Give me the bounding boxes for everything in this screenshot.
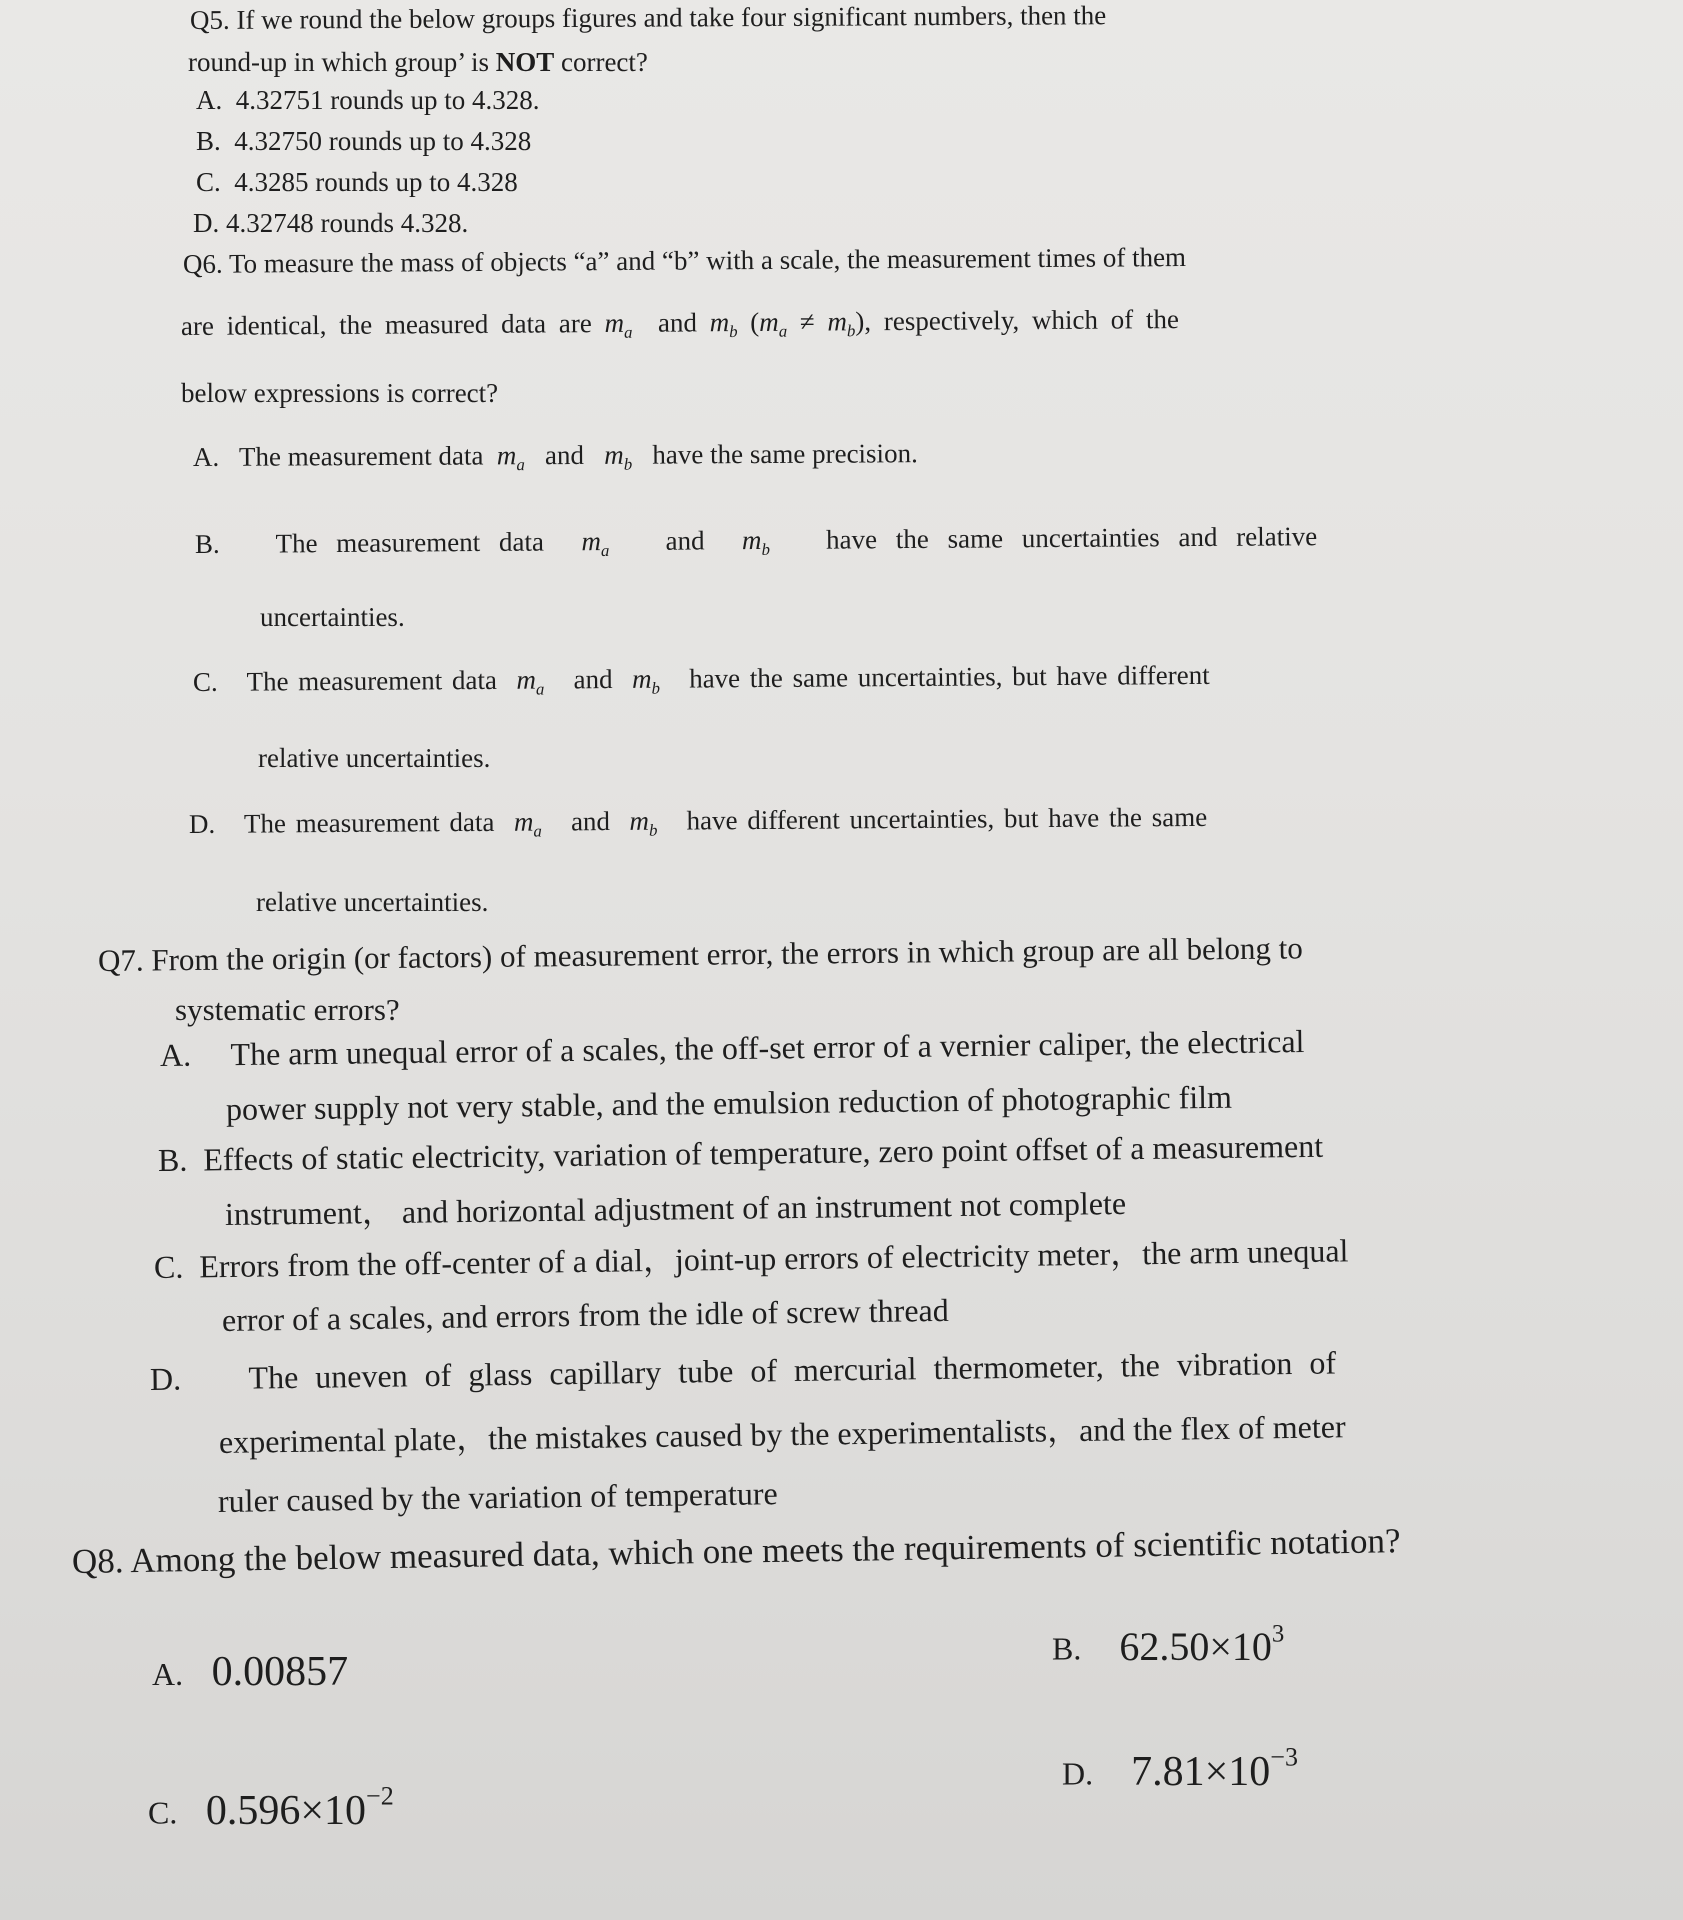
q7-option-d-line3: ruler caused by the variation of temperature (217, 1475, 778, 1519)
q8-option-a (152, 1649, 348, 1695)
q7-option-d (150, 1345, 1336, 1397)
q6-stem-line2: are identical, the measured data are $m_a$ and $m_b$ $(m_a \ne m_b)$, respectively, which of the (180, 304, 1180, 342)
q5-stem-text-2b: correct? (554, 47, 648, 77)
q6-var-mb-2: $m_b$ (827, 306, 856, 341)
q7-stem-text-1: From the origin (or factors) of measurement error, the errors in which group are all belong to (151, 930, 1303, 978)
q5-stem-line2 (188, 48, 648, 78)
q8-option-d-value: $7.81\times 10^{-3}$ (1131, 1742, 1298, 1795)
q8-option-b (1052, 1620, 1284, 1669)
q5-option-b-letter: B. (196, 126, 221, 156)
q5-option-a-letter: A. (196, 85, 223, 115)
q6-option-b-letter: B. (194, 528, 220, 559)
q7-option-a-cont (226, 1080, 1232, 1127)
q6-option-d-cont-text: relative uncertainties. (256, 887, 489, 917)
q7-stem-line2 (175, 993, 400, 1027)
q6-option-a-pre: The measurement data (238, 440, 484, 472)
q7-option-b-letter: B. (157, 1141, 188, 1178)
q6-option-c-mb: $m_b$ (631, 663, 661, 698)
q5-stem-text-2a: round-up in which group’ is (188, 47, 496, 77)
q5-option-c-text: 4.3285 rounds up to 4.328 (234, 167, 518, 197)
q5-option-d (193, 209, 468, 239)
q5-number: Q5. (189, 4, 230, 35)
q7-option-d-line2: experimental plate，the mistakes caused by the experimentalists，and the flex of meter (218, 1408, 1346, 1460)
q6-option-a-ma: $m_a$ (496, 440, 525, 475)
q8-stem (72, 1522, 1401, 1581)
q6-option-b-mb: $m_b$ (741, 525, 771, 559)
q6-option-a-mb: $m_b$ (604, 439, 633, 474)
q7-option-a-letter: A. (159, 1036, 192, 1073)
q6-option-d-ma: $m_a$ (513, 806, 542, 841)
q6-option-a-and: and (544, 439, 585, 471)
q5-option-c-letter: C. (196, 167, 221, 197)
q5-option-d-letter: D. (193, 208, 220, 238)
q6-option-c (193, 661, 1210, 701)
q7-stem-text-2: systematic errors? (175, 992, 400, 1027)
q6-option-a (193, 439, 918, 476)
q6-number: Q6. (182, 248, 223, 279)
q5-option-a (196, 86, 540, 116)
q6-option-c-cont-text: relative uncertainties. (258, 743, 491, 773)
q8-option-c-letter: C. (148, 1794, 178, 1831)
q8-option-d (1062, 1743, 1298, 1795)
q6-option-c-post: have the same uncertainties, but have different (689, 659, 1210, 694)
q7-number: Q7. (97, 942, 144, 978)
q8-option-c-value: $0.596\times 10^{-2}$ (205, 1781, 394, 1834)
q5-stem-line1 (190, 0, 1415, 36)
q8-option-c (148, 1782, 394, 1834)
q7-option-c (154, 1233, 1349, 1285)
q6-stem-line3 (181, 379, 498, 409)
q6-option-a-post: have the same precision. (652, 438, 918, 470)
q6-stem-line1 (183, 243, 1186, 280)
q6-stem-text-2b: ), respectively, which of the (855, 304, 1180, 337)
q7-option-c-letter: C. (153, 1248, 184, 1285)
q5-option-b (196, 127, 531, 157)
q8-stem-text: Among the below measured data, which one meets the requirements of scientific notation? (130, 1521, 1401, 1581)
q6-var-ma: $m_a$ (604, 307, 633, 342)
q6-option-d-letter: D. (188, 808, 216, 839)
q7-option-d-cont2 (218, 1476, 778, 1519)
q7-option-d-letter: D. (149, 1360, 182, 1397)
q6-stem-text-2a: are identical, the measured data are (180, 308, 592, 341)
q7-option-a-line1: The arm unequal error of a scales, the off-set error of a vernier caliper, the electrical (230, 1023, 1305, 1073)
q8-option-a-value: 0.00857 (211, 1649, 349, 1695)
q7-stem-line1 (98, 931, 1303, 978)
q7-option-a (160, 1024, 1305, 1073)
q6-option-d-pre: The measurement data (243, 806, 495, 839)
q7-option-d-line1: The uneven of glass capillary tube of mercurial thermometer, the vibration of (248, 1344, 1337, 1396)
q5-option-d-text: 4.32748 rounds 4.328. (226, 208, 469, 238)
q6-option-d-mb: $m_b$ (629, 805, 658, 840)
q5-option-a-text: 4.32751 rounds up to 4.328. (235, 85, 540, 115)
q8-option-b-value: $62.50\times 10^3$ (1119, 1620, 1285, 1669)
q8-option-b-letter: B. (1052, 1630, 1082, 1667)
q6-and: and (657, 307, 697, 338)
q7-option-b (158, 1129, 1324, 1178)
q6-stem-text-3: below expressions is correct? (181, 378, 499, 408)
q6-option-c-and: and (573, 664, 613, 695)
q6-option-b-pre: The measurement data (275, 526, 544, 559)
q7-option-b-line2: instrument， and horizontal adjustment of an instrument not complete (224, 1184, 1127, 1232)
q6-var-ma-2: $m_a$ (759, 306, 788, 341)
q8-option-a-letter: A. (152, 1656, 184, 1692)
q6-stem-text-1: To measure the mass of objects “a” and “b” with a scale, the measurement times of them (228, 241, 1187, 279)
q6-option-c-ma: $m_a$ (516, 664, 545, 699)
q8-option-d-letter: D. (1062, 1755, 1094, 1792)
q6-option-d-and: and (570, 806, 611, 837)
q7-option-b-line1: Effects of static electricity, variation of temperature, zero point offset of a measurement (203, 1127, 1324, 1178)
q5-not-emphasis: NOT (495, 47, 555, 77)
q5-option-c (196, 168, 518, 198)
q8-number: Q8. (71, 1541, 124, 1581)
q5-option-b-text: 4.32750 rounds up to 4.328 (234, 126, 532, 156)
q7-option-a-line2: power supply not very stable, and the emulsion reduction of photographic film (225, 1078, 1233, 1127)
q7-option-c-line2: error of a scales, and errors from the idle of screw thread (221, 1291, 949, 1338)
q7-option-b-cont (225, 1186, 1127, 1232)
q6-option-d-cont (256, 888, 488, 918)
q6-neq-symbol: ≠ (799, 306, 815, 337)
q6-option-c-letter: C. (192, 666, 218, 697)
q7-option-c-cont (222, 1293, 949, 1338)
q6-option-b-and: and (665, 525, 705, 556)
q7-option-d-cont1 (219, 1409, 1346, 1460)
q6-option-b-ma: $m_a$ (581, 526, 610, 561)
q6-option-a-letter: A. (192, 441, 220, 472)
q5-stem-text-1: If we round the below groups figures and take four significant numbers, then the (236, 0, 1107, 35)
q6-var-mb: $m_b$ (709, 307, 738, 342)
q6-option-d-post: have different uncertainties, but have the same (686, 801, 1208, 836)
q6-option-c-cont (258, 744, 490, 774)
q6-option-b (195, 522, 1317, 563)
q6-option-b-cont (260, 603, 405, 633)
q6-option-c-pre: The measurement data (246, 664, 498, 697)
q6-option-b-cont-text: uncertainties. (260, 602, 405, 632)
q6-option-b-post: have the same uncertainties and relative (826, 521, 1318, 555)
q6-option-d (189, 803, 1207, 843)
q7-option-c-line1: Errors from the off-center of a dial，joint-up errors of electricity meter，the arm unequal (199, 1232, 1349, 1285)
